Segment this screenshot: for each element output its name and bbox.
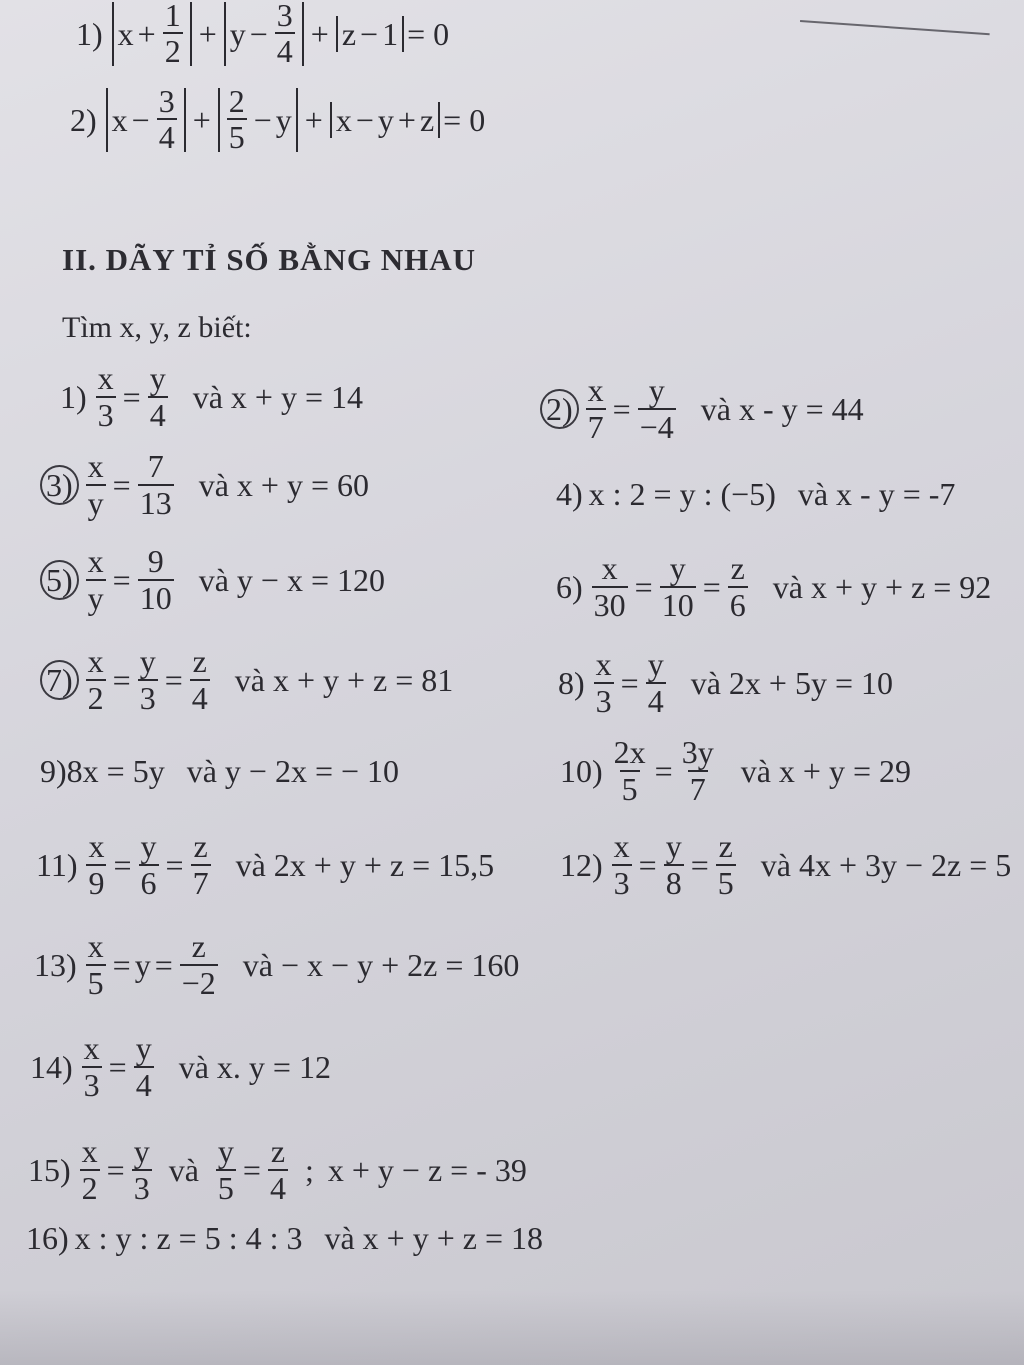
problem-14: 14) $\frac{x}{3}$ = $\frac{y}{4}$ và x. y = 12 — [30, 1030, 331, 1103]
problem-expression: 8x = 5y — [66, 753, 165, 789]
problem-condition: và x. y = 12 — [178, 1049, 331, 1086]
problem-15: 15) $\frac{x}{2}$ = $\frac{y}{3}$ và $\frac{y}{5}$ = $\frac{z}{4}$ ; x + y − z = - 39 — [28, 1133, 527, 1206]
problem-number: 4) — [556, 476, 583, 512]
problem-9 — [40, 755, 399, 787]
problem-number: 12) — [560, 847, 603, 884]
problem-condition: và y − 2x = − 10 — [186, 753, 400, 789]
abs-term: $\frac{2}{5}$ − y — [218, 88, 298, 152]
problem-number: 8) — [558, 665, 585, 702]
page-shadow — [0, 1290, 1024, 1365]
problem-number: 13) — [34, 947, 77, 984]
problem-16 — [26, 1222, 543, 1254]
abs-term: x + $\frac{1}{2}$ — [112, 2, 192, 66]
problem-number: 9) — [40, 753, 67, 789]
problem-number: 16) — [26, 1220, 69, 1256]
problem-condition: và − x − y + 2z = 160 — [242, 947, 520, 984]
problem-number: 1) — [76, 16, 103, 52]
abs-term: x − $\frac{3}{4}$ — [106, 88, 186, 152]
problem-condition: và x - y = -7 — [797, 476, 956, 512]
problem-number: 10) — [560, 753, 603, 790]
problem-condition: và x - y = 44 — [700, 391, 864, 428]
problem-condition: và 2x + 5y = 10 — [690, 665, 893, 702]
problem-12: 12) $\frac{x}{3}$ = $\frac{y}{8}$ = $\frac{z}{5}$ và 4x + 3y − 2z = 5 — [560, 828, 1012, 901]
problem-10: 10) $\frac{2x}{5}$ = $\frac{3y}{7}$ và x + y = 29 — [560, 734, 911, 807]
problem-7: 7) $\frac{x}{2}$ = $\frac{y}{3}$ = $\frac{z}{4}$ và x + y + z = 81 — [40, 645, 453, 716]
problem-number: 3) — [40, 465, 79, 505]
page-corner-line — [800, 0, 991, 35]
problem-number: 1) — [60, 379, 87, 416]
problem-number: 6) — [556, 569, 583, 606]
equation-rhs: = 0 — [443, 102, 486, 138]
problem-number: 7) — [40, 660, 79, 700]
equation-rhs: = 0 — [407, 16, 450, 52]
problem-condition: và x + y = 60 — [198, 467, 369, 504]
problem-condition: và y − x = 120 — [198, 562, 385, 599]
problem-number: 2) — [70, 102, 97, 138]
problem-number: 11) — [36, 847, 78, 884]
problem-8: 8) $\frac{x}{3}$ = $\frac{y}{4}$ và 2x + 5y = 10 — [558, 646, 893, 719]
problem-number: 2) — [540, 389, 579, 429]
problem-condition: và 4x + 3y − 2z = 5 — [760, 847, 1012, 884]
abs-equation-1: 1) x + $\frac{1}{2}$ + y − $\frac{3}{4}$ + z − 1 = 0 — [76, 0, 450, 70]
problem-expression: x : 2 = y : (−5) — [588, 476, 776, 512]
problem-13: 13) $\frac{x}{5}$ = y = $\frac{z}{-2}$ và − x − y + 2z = 160 — [34, 928, 520, 1001]
problem-2: 2) $\frac{x}{7}$ = $\frac{y}{-4}$ và x - y = 44 — [540, 374, 864, 445]
abs-term: z − 1 — [336, 16, 404, 52]
problem-condition: và x + y + z = 81 — [234, 662, 454, 699]
problem-11: 11) $\frac{x}{9}$ = $\frac{y}{6}$ = $\frac{z}{7}$ và 2x + y + z = 15,5 — [36, 828, 495, 901]
problem-1: 1) $\frac{x}{3}$ = $\frac{y}{4}$ và x + y = 14 — [60, 360, 363, 433]
problem-number: 14) — [30, 1049, 73, 1086]
problem-condition: x + y − z = - 39 — [327, 1152, 527, 1189]
problem-3: 3) $\frac{x}{y}$ = $\frac{7}{13}$ và x + y = 60 — [40, 450, 369, 521]
problem-condition: và x + y + z = 18 — [324, 1220, 544, 1256]
abs-term: x − y + z — [330, 102, 440, 138]
problem-4 — [556, 478, 955, 510]
problem-5: 5) $\frac{x}{y}$ = $\frac{9}{10}$ và y − x = 120 — [40, 545, 385, 616]
problem-condition: và x + y + z = 92 — [772, 569, 992, 606]
section-heading: II. DÃY TỈ SỐ BẰNG NHAU — [62, 242, 477, 277]
problem-number: 5) — [40, 560, 79, 600]
abs-term: y − $\frac{3}{4}$ — [224, 2, 304, 66]
section-intro: Tìm x, y, z biết: — [62, 311, 252, 344]
problem-condition: và x + y = 29 — [740, 753, 911, 790]
problem-condition: và 2x + y + z = 15,5 — [235, 847, 495, 884]
abs-equation-2: 2) x − $\frac{3}{4}$ + $\frac{2}{5}$ − y + x − y + z = 0 — [70, 82, 486, 156]
problem-condition: và x + y = 14 — [192, 379, 363, 416]
problem-expression: x : y : z = 5 : 4 : 3 — [74, 1220, 303, 1256]
problem-number: 15) — [28, 1152, 71, 1189]
problem-6: 6) $\frac{x}{30}$ = $\frac{y}{10}$ = $\frac{z}{6}$ và x + y + z = 92 — [556, 550, 992, 623]
